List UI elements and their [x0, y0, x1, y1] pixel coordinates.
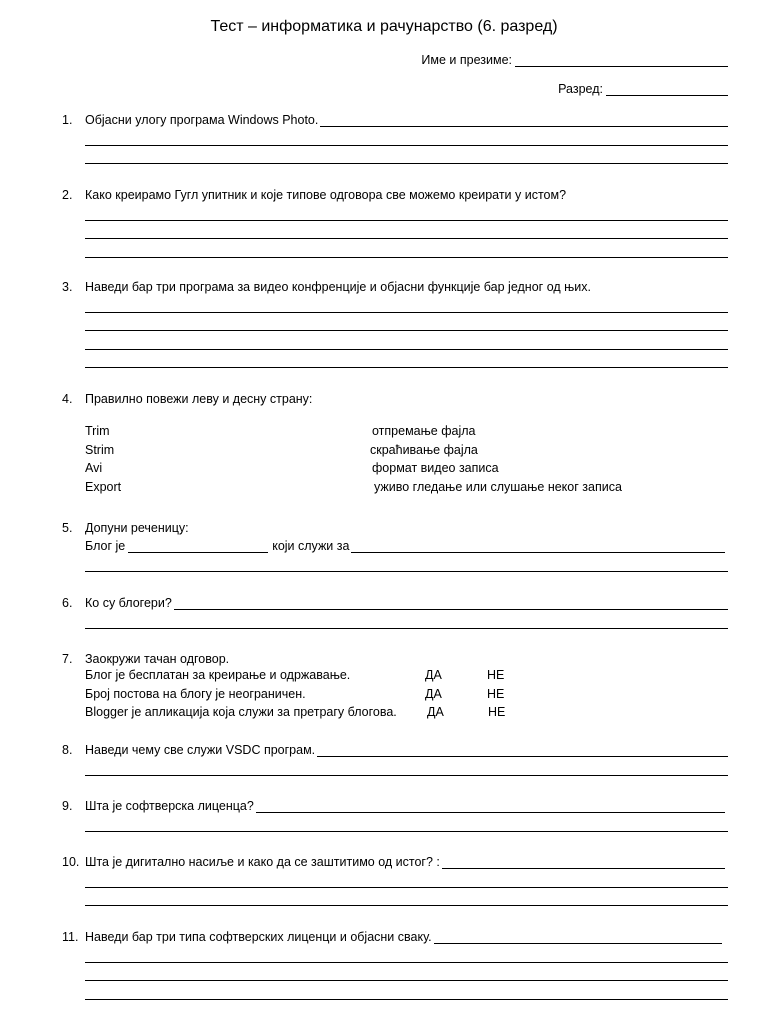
question-text: Како креирамо Гугл упитник и које типове одговора све можемо креирати у истом?	[85, 188, 567, 202]
answer-line[interactable]	[85, 963, 728, 982]
match-right-item[interactable]: уживо гледање или слушање неког записа	[374, 479, 622, 494]
statement: Блог је бесплатан за креирање и одржавање.	[85, 668, 351, 682]
match-row	[85, 441, 728, 460]
answer-line[interactable]	[85, 294, 728, 313]
answer-line[interactable]	[85, 331, 728, 350]
true-false-row	[85, 703, 728, 722]
question-text: Правилно повежи леву и десну страну:	[85, 392, 313, 406]
match-row	[85, 459, 728, 478]
match-right-item[interactable]: скраћивање фајла	[370, 442, 478, 457]
answer-line[interactable]	[85, 610, 728, 629]
answer-line[interactable]	[174, 597, 728, 610]
question-text: Допуни реченицу:	[85, 521, 189, 535]
question-11	[62, 926, 728, 1000]
yes-option[interactable]: ДА	[427, 705, 444, 719]
no-option[interactable]: НЕ	[488, 705, 506, 719]
answer-line[interactable]	[85, 221, 728, 240]
match-left-item[interactable]: Export	[85, 479, 122, 494]
question-text: Наведи чему све служи VSDC програм.	[85, 743, 316, 757]
question-text: Шта је дигитално насиље и како да се заштитимо од истог? :	[85, 855, 440, 869]
match-right-item[interactable]: формат видео записа	[372, 461, 499, 475]
question-number: 1.	[62, 113, 73, 127]
name-field[interactable]	[421, 53, 728, 67]
no-option[interactable]: НЕ	[487, 668, 505, 682]
match-row	[85, 422, 728, 441]
statement: Број постова на блогу је неограничен.	[85, 686, 306, 701]
answer-line[interactable]	[256, 800, 725, 813]
question-text: Наведи бар три типа софтверских лиценци и објасни сваку.	[85, 930, 432, 944]
answer-line[interactable]	[85, 869, 728, 888]
question-text: Ко су блогери?	[85, 596, 172, 610]
question-number: 8.	[62, 743, 73, 757]
answer-line[interactable]	[320, 114, 728, 127]
question-5	[62, 517, 728, 572]
question-number: 11.	[62, 930, 79, 944]
answer-line[interactable]	[85, 888, 728, 907]
sentence-start: Блог је	[85, 539, 126, 553]
answer-line[interactable]	[85, 350, 728, 369]
answer-line[interactable]	[85, 813, 728, 832]
question-7	[62, 648, 728, 722]
name-blank[interactable]	[515, 54, 728, 67]
answer-line[interactable]	[434, 931, 722, 944]
question-number: 10.	[62, 855, 80, 869]
true-false-row	[85, 666, 728, 685]
question-number: 6.	[62, 596, 73, 610]
question-number: 7.	[62, 652, 73, 666]
question-text: Шта је софтверска лиценца?	[85, 799, 254, 813]
answer-line[interactable]	[85, 127, 728, 146]
match-right-item[interactable]: отпремање фајла	[372, 424, 476, 438]
match-left-item[interactable]: Strim	[85, 442, 115, 457]
class-field[interactable]	[558, 82, 728, 96]
question-8	[62, 739, 728, 776]
question-3	[62, 276, 728, 368]
answer-line[interactable]	[85, 146, 728, 165]
answer-line[interactable]	[317, 744, 728, 757]
question-6	[62, 592, 728, 629]
class-label: Разред:	[558, 82, 603, 96]
question-number: 4.	[62, 392, 73, 406]
true-false-row	[85, 685, 728, 704]
yes-option[interactable]: ДА	[425, 686, 442, 701]
answer-line[interactable]	[85, 553, 728, 572]
answer-line[interactable]	[351, 540, 725, 553]
question-text: Објасни улогу програма Windows Photo.	[85, 113, 319, 127]
answer-blank[interactable]	[128, 540, 268, 553]
no-option[interactable]: НЕ	[487, 686, 505, 701]
answer-line[interactable]	[85, 202, 728, 221]
question-number: 3.	[62, 280, 73, 294]
question-2	[62, 184, 728, 258]
question-9	[62, 795, 728, 832]
yes-option[interactable]: ДА	[425, 668, 442, 682]
name-label: Име и презиме:	[421, 53, 512, 67]
question-number: 9.	[62, 799, 73, 813]
answer-line[interactable]	[442, 856, 725, 869]
answer-line[interactable]	[85, 313, 728, 332]
page-title: Тест – информатика и рачунарство (6. разред)	[210, 18, 558, 35]
question-4	[62, 388, 728, 496]
match-row	[85, 478, 728, 497]
class-blank[interactable]	[606, 83, 728, 96]
question-10	[62, 851, 728, 906]
answer-line[interactable]	[85, 944, 728, 963]
match-left-item[interactable]: Avi	[85, 461, 103, 475]
question-text: Заокружи тачан одговор.	[85, 652, 230, 666]
question-number: 2.	[62, 188, 73, 202]
answer-line[interactable]	[85, 239, 728, 258]
question-1	[62, 109, 728, 164]
sentence-middle: који служи за	[272, 539, 350, 553]
answer-line[interactable]	[85, 757, 728, 776]
match-left-item[interactable]: Trim	[85, 424, 110, 438]
question-text: Наведи бар три програма за видео конфренције и објасни функције бар једног од њих.	[85, 280, 591, 294]
statement: Blogger је апликација која служи за претрагу блогова.	[85, 705, 397, 719]
question-number: 5.	[62, 521, 73, 535]
answer-line[interactable]	[85, 981, 728, 1000]
